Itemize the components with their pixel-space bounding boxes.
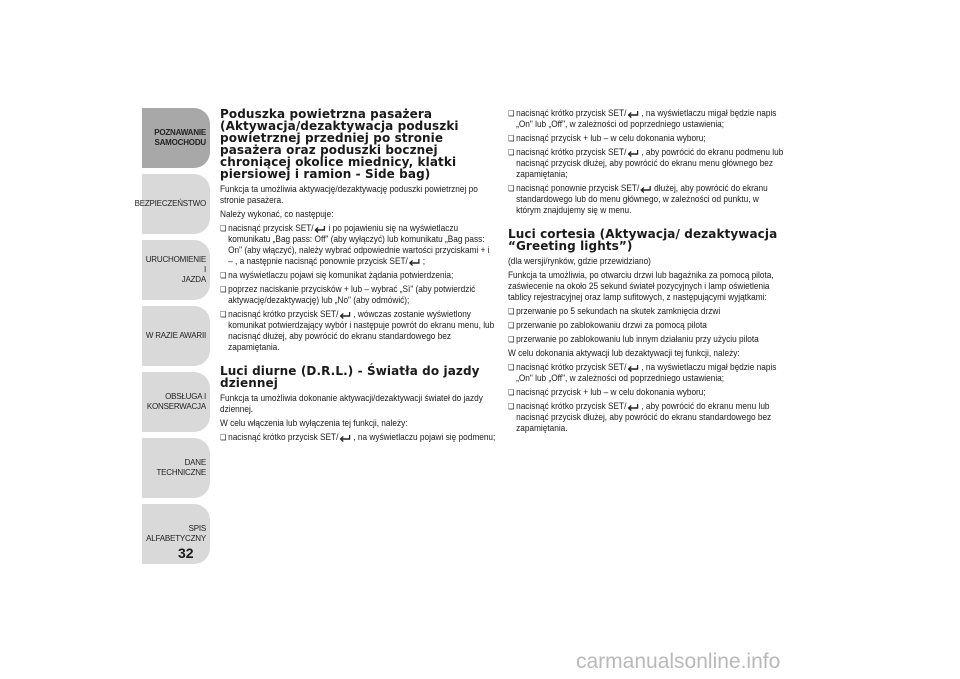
tab-poznawanie-samochodu[interactable] bbox=[142, 108, 210, 168]
section-heading-airbag: Poduszka powietrzna pasażera (Aktywacja/dezaktywacja poduszki powietrznej przedniej po stronie pasażera oraz poduszki bocznej chroniącej okolice miednicy, klatki piersiowej i ramion - Side bag) bbox=[220, 107, 459, 181]
list-item-text: nacisnąć krótko przycisk SET/ bbox=[228, 432, 339, 442]
list-item-text: ; bbox=[420, 256, 426, 266]
list-item bbox=[220, 223, 495, 267]
set-enter-icon bbox=[626, 403, 639, 411]
set-enter-icon bbox=[639, 185, 652, 193]
step-list bbox=[508, 362, 778, 434]
tab-bezpieczenstwo[interactable] bbox=[134, 174, 210, 234]
list-item-text: nacisnąć przycisk SET/ bbox=[228, 223, 314, 233]
paragraph: W celu włączenia lub wyłączenia tej funkcji, należy: bbox=[220, 418, 408, 428]
section-heading-greeting-lights: Luci cortesia (Aktywacja/ dezaktywacja “Greeting lights”) bbox=[508, 227, 778, 253]
step-list bbox=[220, 432, 496, 443]
watermark: carmanualsonline.info bbox=[576, 650, 781, 673]
list-item-text: , wówczas zostanie wyświetlony komunikat potwierdzający wybór i następuje powrót do ekranu menu, lub nacisnąć dłużej, aby powrócić do ekranu standardowego bez zapamiętania. bbox=[228, 309, 495, 352]
list-item-text: , na wyświetlaczu migał będzie napis „On" lub „Off", w zależności od poprzedniego ustawienia; bbox=[516, 362, 777, 383]
tab-label: W RAZIE AWARII bbox=[145, 331, 206, 340]
list-item-text: nacisnąć przycisk + lub – w celu dokonania wyboru; bbox=[516, 387, 706, 397]
left-column bbox=[220, 107, 496, 446]
list-item-text: , aby powrócić do ekranu menu lub nacisnąć przycisk dłużej, aby powrócić do ekranu standardowego bez zapamiętania. bbox=[516, 401, 772, 433]
tab-label: POZNAWANIE SAMOCHODU bbox=[154, 128, 206, 147]
tab-uruchomienie[interactable] bbox=[142, 240, 210, 300]
paragraph: Funkcja ta umożliwia, po otwarciu drzwi lub bagażnika za pomocą pilota, zaświecenie na około 25 sekund świateł pozycyjnych i lamp oświetlenia tablicy rejestracyjnej oraz lamp sufitowych, z następującymi wyjątkami: bbox=[508, 270, 774, 302]
list-item-text: nacisnąć krótko przycisk SET/ bbox=[228, 309, 339, 319]
set-enter-icon bbox=[626, 149, 639, 157]
paragraph: Należy wykonać, co następuje: bbox=[220, 209, 334, 219]
list-item bbox=[508, 133, 783, 144]
list-item bbox=[220, 309, 495, 353]
tab-spis-alfabetyczny[interactable] bbox=[142, 504, 210, 564]
step-list bbox=[508, 108, 784, 216]
set-enter-icon bbox=[338, 311, 351, 319]
right-column bbox=[508, 108, 784, 437]
page-number: 32 bbox=[178, 545, 194, 561]
chapter-sidebar bbox=[134, 108, 210, 570]
list-item bbox=[508, 334, 783, 345]
list-item-text: dłużej, aby powrócić do ekranu standardowego lub do menu głównego, w zależności od punktu, w którym znajdujemy się w menu. bbox=[516, 183, 768, 215]
list-item-text: i po pojawieniu się na wyświetlaczu komunikatu „Bag pass: Off" (aby wyłączyć) lub komunikatu „Bag pass: On" (aby włączyć), należy wybrać odpowiednie wartości przyciskami + i – , a następnie nacisnąć ponownie przycisk SET/ bbox=[228, 223, 490, 266]
tab-dane-techniczne[interactable] bbox=[142, 438, 210, 498]
tab-label: URUCHOMIENIE I JAZDA bbox=[145, 255, 206, 284]
list-item bbox=[508, 108, 783, 130]
list-item bbox=[220, 284, 495, 306]
tab-w-razie-awarii[interactable] bbox=[142, 306, 210, 366]
section-heading-drl: Luci diurne (D.R.L.) - Światła do jazdy dziennej bbox=[220, 364, 480, 390]
list-item-text: przerwanie po zablokowaniu lub innym działaniu przy użyciu pilota bbox=[516, 334, 759, 344]
list-item-text: nacisnąć krótko przycisk SET/ bbox=[516, 362, 627, 372]
tab-obsluga[interactable] bbox=[142, 372, 210, 432]
tab-label: DANE TECHNICZNE bbox=[156, 458, 206, 477]
list-item-text: nacisnąć przycisk + lub – w celu dokonania wyboru; bbox=[516, 133, 706, 143]
paragraph: W celu dokonania aktywacji lub dezaktywacji tej funkcji, należy: bbox=[508, 348, 740, 358]
list-item-text: przerwanie po zablokowaniu drzwi za pomocą pilota bbox=[516, 320, 707, 330]
list-item-text: nacisnąć krótko przycisk SET/ bbox=[516, 147, 627, 157]
list-item bbox=[220, 270, 495, 281]
availability-note: (dla wersji/rynków, gdzie przewidziano) bbox=[508, 256, 651, 266]
step-list bbox=[220, 223, 495, 353]
list-item-text: , na wyświetlaczu migał będzie napis „On" lub „Off", w zależności od poprzedniego ustawienia; bbox=[516, 108, 777, 129]
list-item bbox=[508, 401, 783, 434]
list-item-text: przerwanie po 5 sekundach na skutek zamknięcia drzwi bbox=[516, 306, 721, 316]
exception-list bbox=[508, 306, 778, 345]
set-enter-icon bbox=[408, 258, 421, 266]
tab-label: SPIS ALFABETYCZNY bbox=[146, 524, 206, 543]
tab-label: BEZPIECZEŃSTWO bbox=[134, 199, 206, 208]
list-item bbox=[508, 362, 783, 384]
list-item-text: , aby powrócić do ekranu podmenu lub nacisnąć przycisk dłużej, aby powrócić do ekranu menu głównego bez zapamiętania; bbox=[516, 147, 784, 179]
paragraph: Funkcja ta umożliwia aktywację/dezaktywację poduszki powietrznej po stronie pasażera. bbox=[220, 184, 478, 205]
paragraph: Funkcja ta umożliwia dokonanie aktywacji/dezaktywacji świateł do jazdy dziennej. bbox=[220, 393, 483, 414]
set-enter-icon bbox=[626, 364, 639, 372]
list-item-text: na wyświetlaczu pojawi się komunikat żądania potwierdzenia; bbox=[228, 270, 454, 280]
list-item bbox=[508, 147, 783, 180]
list-item bbox=[508, 320, 783, 331]
tab-label: OBSŁUGA I KONSERWACJA bbox=[146, 392, 206, 411]
list-item bbox=[508, 306, 783, 317]
list-item bbox=[508, 183, 783, 216]
list-item-text: nacisnąć krótko przycisk SET/ bbox=[516, 401, 627, 411]
list-item-text: nacisnąć krótko przycisk SET/ bbox=[516, 108, 627, 118]
list-item-text: , na wyświetlaczu pojawi się podmenu; bbox=[350, 432, 496, 442]
set-enter-icon bbox=[338, 434, 351, 442]
list-item-text: poprzez naciskanie przycisków + lub – wybrać „Sì" (aby potwierdzić aktywację/dezaktywację) lub „No" (aby odmówić); bbox=[228, 284, 476, 305]
list-item bbox=[508, 387, 783, 398]
set-enter-icon bbox=[626, 110, 639, 118]
list-item bbox=[220, 432, 495, 443]
set-enter-icon bbox=[314, 225, 327, 233]
list-item-text: nacisnąć ponownie przycisk SET/ bbox=[516, 183, 640, 193]
